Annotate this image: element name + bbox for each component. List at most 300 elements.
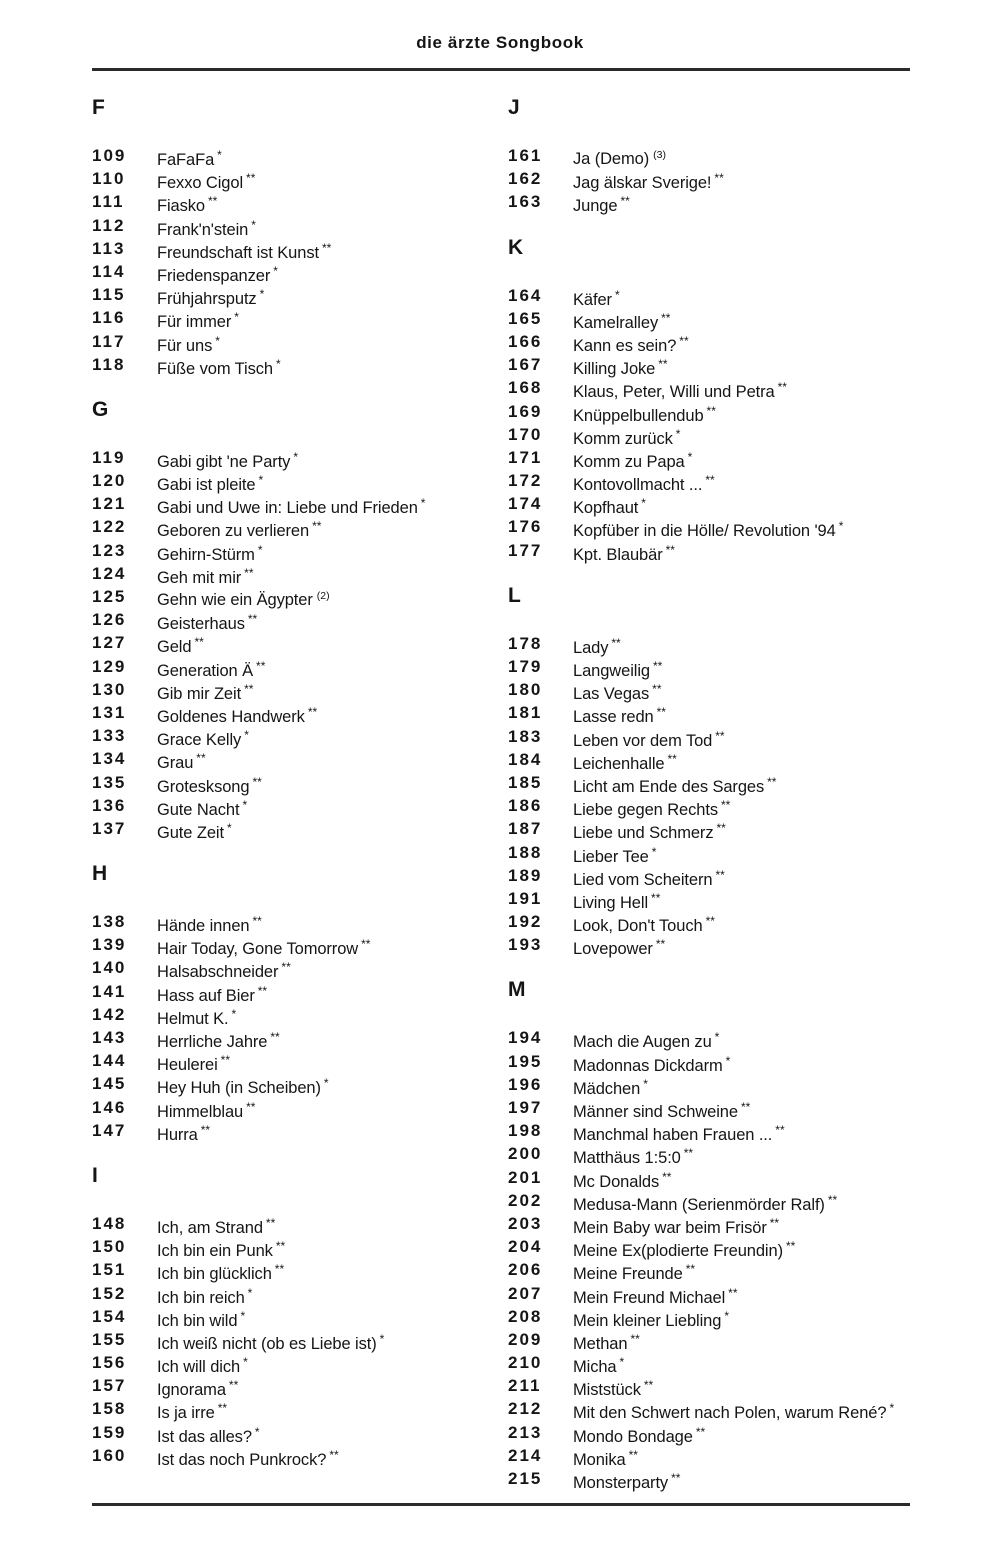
song-row bbox=[92, 655, 507, 678]
song-row bbox=[508, 1374, 923, 1400]
letter-section-h bbox=[92, 862, 507, 1142]
song-number: 160 bbox=[92, 1445, 127, 1465]
asterisk-mark: * bbox=[838, 519, 844, 534]
asterisk-mark: * bbox=[234, 310, 239, 325]
song-number: 110 bbox=[92, 169, 126, 189]
song-number: 166 bbox=[508, 331, 543, 351]
song-number: 135 bbox=[92, 772, 127, 792]
song-title: Miststück ** bbox=[573, 1378, 654, 1400]
song-number: 136 bbox=[92, 795, 127, 815]
song-title: Ich bin ein Punk ** bbox=[157, 1239, 286, 1261]
asterisk-mark: * bbox=[240, 1308, 246, 1323]
song-title: Kamelralley ** bbox=[573, 310, 671, 332]
song-number: 186 bbox=[508, 796, 543, 816]
song-row bbox=[508, 1467, 923, 1490]
asterisk-mark: ** bbox=[740, 1100, 751, 1114]
song-title: FaFaFa * bbox=[157, 148, 222, 169]
section-letter: H bbox=[92, 862, 108, 886]
asterisk-mark: ** bbox=[196, 751, 206, 766]
song-title: Manchmal haben Frauen ... ** bbox=[573, 1123, 785, 1145]
song-row bbox=[92, 1374, 507, 1400]
song-number: 214 bbox=[508, 1445, 543, 1465]
asterisk-mark: ** bbox=[671, 1471, 681, 1485]
song-number: 109 bbox=[92, 146, 127, 165]
asterisk-mark: * bbox=[242, 797, 248, 812]
letter-section-f bbox=[92, 96, 507, 376]
song-title: Helmut K. * bbox=[157, 1006, 237, 1028]
song-number: 113 bbox=[92, 238, 126, 258]
asterisk-mark: * bbox=[889, 1401, 895, 1416]
asterisk-mark: ** bbox=[611, 635, 621, 650]
top-rule bbox=[92, 68, 910, 71]
song-number: 147 bbox=[92, 1120, 127, 1140]
song-title: Leichenhalle ** bbox=[573, 751, 677, 773]
song-number: 120 bbox=[92, 471, 127, 491]
song-title: Lovepower ** bbox=[573, 937, 666, 959]
song-title: Grotesksong ** bbox=[157, 774, 262, 796]
song-title: Lady ** bbox=[573, 635, 621, 657]
song-number: 211 bbox=[508, 1376, 542, 1396]
song-row bbox=[92, 1235, 507, 1261]
song-title: Ist das noch Punkrock? ** bbox=[157, 1447, 339, 1469]
song-row bbox=[508, 446, 923, 469]
asterisk-mark: ** bbox=[716, 821, 726, 836]
page-title: die ärzte Songbook bbox=[416, 33, 584, 52]
asterisk-mark: ** bbox=[652, 659, 663, 673]
song-row bbox=[508, 400, 923, 423]
song-number: 169 bbox=[508, 401, 543, 421]
song-title: Ich bin glücklich ** bbox=[157, 1262, 285, 1284]
song-row bbox=[508, 1119, 923, 1145]
song-row bbox=[92, 353, 507, 376]
song-number: 176 bbox=[508, 517, 543, 537]
song-row bbox=[92, 933, 507, 959]
song-row bbox=[508, 469, 923, 495]
song-row bbox=[92, 631, 507, 657]
asterisk-mark: ** bbox=[194, 635, 204, 650]
asterisk-mark: ** bbox=[785, 1239, 796, 1254]
song-number: 157 bbox=[92, 1376, 127, 1396]
song-row bbox=[92, 1026, 507, 1049]
asterisk-mark: ** bbox=[281, 960, 291, 975]
song-title: Leben vor dem Tod ** bbox=[573, 728, 725, 750]
song-title: Medusa-Mann (Serienmörder Ralf) ** bbox=[573, 1192, 838, 1214]
song-title: Kopfüber in die Hölle/ Revolution '94 * bbox=[573, 519, 844, 541]
song-row bbox=[92, 1072, 507, 1098]
song-row bbox=[508, 1305, 923, 1328]
asterisk-mark: ** bbox=[827, 1192, 838, 1207]
song-row bbox=[508, 1073, 923, 1096]
song-number: 215 bbox=[508, 1469, 543, 1488]
asterisk-mark: * bbox=[643, 1076, 648, 1091]
song-row bbox=[508, 515, 923, 541]
song-number: 140 bbox=[92, 958, 127, 978]
song-title: Gabi ist pleite * bbox=[157, 473, 264, 495]
song-number: 146 bbox=[92, 1097, 127, 1117]
song-row bbox=[508, 701, 923, 727]
song-row bbox=[508, 539, 923, 562]
song-title: Gabi gibt 'ne Party * bbox=[157, 449, 298, 471]
song-number: 201 bbox=[508, 1167, 543, 1187]
asterisk-mark: ** bbox=[656, 705, 666, 720]
song-title: Für uns * bbox=[157, 333, 220, 355]
song-number: 171 bbox=[508, 447, 543, 467]
song-number: 189 bbox=[508, 865, 543, 885]
song-title: Grau ** bbox=[157, 751, 206, 773]
song-title: Is ja irre ** bbox=[157, 1401, 228, 1423]
song-title: Ich weiß nicht (ob es Liebe ist) * bbox=[157, 1331, 385, 1353]
asterisk-mark: ** bbox=[244, 681, 254, 696]
song-title: Ich, am Strand ** bbox=[157, 1215, 276, 1237]
song-number: 148 bbox=[92, 1213, 127, 1233]
song-row bbox=[508, 1026, 923, 1052]
letter-section-m bbox=[508, 978, 923, 1490]
song-title: Lieber Tee * bbox=[573, 844, 657, 866]
asterisk-mark: ** bbox=[220, 1053, 230, 1068]
song-number: 206 bbox=[508, 1260, 543, 1280]
song-number: 143 bbox=[92, 1028, 127, 1047]
song-number: 195 bbox=[508, 1051, 543, 1071]
song-row bbox=[508, 1096, 923, 1119]
song-title: Heulerei ** bbox=[157, 1053, 230, 1075]
song-title: Hey Huh (in Scheiben) * bbox=[157, 1076, 329, 1098]
song-row bbox=[92, 910, 507, 936]
song-title: Friedenspanzer * bbox=[157, 263, 278, 285]
asterisk-mark: ** bbox=[706, 403, 716, 418]
asterisk-mark: ** bbox=[246, 171, 256, 186]
asterisk-mark: ** bbox=[777, 380, 787, 395]
song-row bbox=[92, 1328, 507, 1351]
song-row bbox=[508, 1166, 923, 1189]
song-number: 155 bbox=[92, 1329, 127, 1349]
song-row bbox=[508, 1282, 923, 1305]
song-row bbox=[92, 1003, 507, 1026]
song-number: 197 bbox=[508, 1098, 543, 1117]
song-row bbox=[508, 771, 923, 794]
asterisk-mark: ** bbox=[705, 914, 715, 929]
song-row bbox=[92, 1049, 507, 1075]
letter-section-i bbox=[92, 1164, 507, 1467]
song-number: 163 bbox=[508, 192, 543, 212]
song-number: 131 bbox=[92, 702, 127, 722]
asterisk-mark: * bbox=[614, 287, 620, 302]
section-letter: J bbox=[508, 96, 521, 119]
song-row bbox=[92, 562, 507, 585]
song-number: 150 bbox=[92, 1237, 127, 1257]
song-title: Mc Donalds ** bbox=[573, 1169, 672, 1191]
song-number: 130 bbox=[92, 679, 127, 699]
song-row bbox=[92, 1305, 507, 1328]
song-number: 193 bbox=[508, 935, 543, 955]
song-number: 191 bbox=[508, 888, 543, 908]
song-row bbox=[92, 330, 507, 353]
song-number: 138 bbox=[92, 912, 127, 932]
song-row bbox=[508, 492, 923, 518]
asterisk-mark: ** bbox=[275, 1239, 286, 1254]
song-title: Kann es sein? ** bbox=[573, 333, 689, 355]
song-title: Männer sind Schweine ** bbox=[573, 1100, 751, 1121]
song-row bbox=[92, 771, 507, 794]
song-number: 192 bbox=[508, 912, 543, 932]
song-row bbox=[92, 678, 507, 701]
song-row bbox=[92, 237, 507, 260]
song-title: Mit den Schwert nach Polen, warum René? * bbox=[573, 1401, 895, 1423]
song-number: 126 bbox=[92, 610, 127, 630]
bottom-rule bbox=[92, 1503, 910, 1506]
song-row bbox=[508, 1328, 923, 1351]
song-row bbox=[508, 1050, 923, 1073]
song-title: Goldenes Handwerk ** bbox=[157, 704, 318, 726]
asterisk-mark: ** bbox=[652, 682, 662, 697]
asterisk-mark: * bbox=[651, 844, 657, 859]
song-row bbox=[508, 794, 923, 820]
song-number: 111 bbox=[92, 192, 125, 212]
song-title: Fiasko ** bbox=[157, 194, 218, 216]
song-title: Ignorama ** bbox=[157, 1378, 239, 1400]
song-number: 162 bbox=[508, 169, 543, 189]
asterisk-mark: * bbox=[724, 1308, 729, 1323]
song-title: Grace Kelly * bbox=[157, 728, 249, 750]
asterisk-mark: ** bbox=[685, 1262, 696, 1277]
song-title: Look, Don't Touch ** bbox=[573, 914, 715, 936]
asterisk-mark: * bbox=[215, 333, 220, 348]
song-number: 152 bbox=[92, 1283, 127, 1303]
song-number: 207 bbox=[508, 1283, 543, 1303]
song-number: 123 bbox=[92, 540, 127, 560]
song-row bbox=[92, 980, 507, 1003]
asterisk-mark: * bbox=[231, 1006, 237, 1021]
song-row bbox=[508, 655, 923, 678]
asterisk-mark: ** bbox=[661, 310, 671, 325]
asterisk-mark: * bbox=[687, 449, 693, 464]
song-title: Geisterhaus ** bbox=[157, 612, 258, 634]
asterisk-mark: ** bbox=[658, 357, 668, 372]
song-title: Ich will dich * bbox=[157, 1355, 248, 1377]
asterisk-mark: * bbox=[641, 496, 646, 511]
song-title: Mach die Augen zu * bbox=[573, 1030, 720, 1052]
asterisk-mark: ** bbox=[714, 171, 724, 186]
song-row bbox=[508, 748, 923, 771]
section-letter: G bbox=[92, 397, 109, 421]
song-row bbox=[92, 1258, 507, 1284]
song-row bbox=[92, 585, 507, 608]
song-number: 210 bbox=[508, 1353, 543, 1373]
song-title: Kopfhaut * bbox=[573, 496, 646, 518]
asterisk-mark: ** bbox=[715, 867, 725, 882]
song-row bbox=[92, 446, 507, 469]
asterisk-mark: ** bbox=[679, 333, 689, 348]
asterisk-mark: * bbox=[259, 287, 265, 302]
song-row bbox=[508, 1212, 923, 1235]
song-row bbox=[508, 817, 923, 843]
asterisk-mark: ** bbox=[695, 1424, 706, 1439]
song-row bbox=[508, 1189, 923, 1212]
song-row bbox=[508, 167, 923, 193]
song-number: 198 bbox=[508, 1121, 543, 1141]
asterisk-mark: * bbox=[293, 449, 298, 464]
song-number: 137 bbox=[92, 818, 127, 838]
asterisk-mark: ** bbox=[651, 890, 661, 905]
song-number: 165 bbox=[508, 308, 543, 328]
song-number: 181 bbox=[508, 703, 543, 723]
song-row bbox=[92, 794, 507, 817]
song-title: Für immer * bbox=[157, 310, 239, 332]
song-number: 144 bbox=[92, 1051, 127, 1071]
asterisk-mark: ** bbox=[775, 1123, 785, 1138]
section-letter: L bbox=[508, 583, 522, 607]
song-title: Mein kleiner Liebling * bbox=[573, 1308, 729, 1330]
asterisk-mark: * bbox=[714, 1030, 720, 1045]
asterisk-mark: * bbox=[257, 542, 263, 557]
asterisk-mark: * bbox=[217, 148, 222, 162]
song-row bbox=[92, 1397, 507, 1423]
asterisk-mark: ** bbox=[312, 519, 322, 534]
section-letter: F bbox=[92, 96, 106, 119]
song-number: 170 bbox=[508, 424, 543, 444]
song-title: Langweilig ** bbox=[573, 659, 663, 680]
song-title: Ja (Demo) $^{(3)}$ bbox=[573, 149, 666, 168]
song-row bbox=[508, 1397, 923, 1423]
song-row bbox=[92, 817, 507, 840]
song-number: 161 bbox=[508, 146, 543, 165]
song-row bbox=[508, 864, 923, 887]
song-title: Monika ** bbox=[573, 1447, 638, 1469]
song-number: 124 bbox=[92, 563, 127, 583]
section-letter: M bbox=[508, 978, 526, 1002]
section-letter: K bbox=[508, 235, 524, 259]
song-title: Klaus, Peter, Willi und Petra ** bbox=[573, 380, 787, 402]
song-row bbox=[508, 423, 923, 446]
song-title: Hair Today, Gone Tomorrow ** bbox=[157, 937, 371, 959]
song-row bbox=[508, 910, 923, 936]
song-number: 156 bbox=[92, 1353, 127, 1373]
song-row bbox=[92, 1282, 507, 1305]
song-number: 145 bbox=[92, 1074, 127, 1094]
song-title: Hände innen ** bbox=[157, 914, 262, 936]
song-title: Micha * bbox=[573, 1355, 625, 1377]
asterisk-mark: ** bbox=[329, 1447, 339, 1462]
song-number: 133 bbox=[92, 726, 127, 746]
song-title: Herrliche Jahre ** bbox=[157, 1030, 280, 1051]
song-row bbox=[92, 190, 507, 216]
index-column-right bbox=[508, 96, 923, 1490]
asterisk-mark: ** bbox=[720, 798, 731, 813]
song-number: 178 bbox=[508, 633, 543, 653]
song-row bbox=[508, 1444, 923, 1467]
song-number: 174 bbox=[508, 494, 543, 514]
version-note-mark: (2) bbox=[316, 590, 330, 602]
song-number: 188 bbox=[508, 842, 543, 862]
song-number: 187 bbox=[508, 819, 543, 839]
song-number: 117 bbox=[92, 331, 126, 351]
song-row bbox=[508, 376, 923, 402]
letter-section-g bbox=[92, 398, 507, 840]
song-row bbox=[92, 283, 507, 309]
song-title: Freundschaft ist Kunst ** bbox=[157, 240, 332, 262]
song-row bbox=[508, 933, 923, 959]
song-title: Killing Joke ** bbox=[573, 357, 668, 379]
song-title: Frühjahrsputz * bbox=[157, 287, 265, 309]
asterisk-mark: ** bbox=[265, 1215, 276, 1230]
song-number: 121 bbox=[92, 494, 127, 514]
song-row bbox=[508, 725, 923, 748]
song-number: 119 bbox=[92, 447, 126, 467]
song-number: 172 bbox=[508, 471, 543, 491]
song-title: Halsabschneider ** bbox=[157, 960, 291, 982]
song-row bbox=[508, 1421, 923, 1444]
song-number: 118 bbox=[92, 354, 126, 374]
asterisk-mark: ** bbox=[307, 704, 318, 719]
song-title: Generation Ä ** bbox=[157, 658, 266, 680]
asterisk-mark: * bbox=[244, 728, 249, 743]
asterisk-mark: * bbox=[258, 473, 264, 488]
song-row bbox=[92, 144, 507, 167]
song-row bbox=[508, 841, 923, 864]
song-title: Meine Ex(plodierte Freundin) ** bbox=[573, 1239, 796, 1261]
asterisk-mark: * bbox=[420, 496, 426, 511]
song-row bbox=[508, 144, 923, 167]
song-number: 213 bbox=[508, 1422, 543, 1442]
asterisk-mark: ** bbox=[208, 194, 218, 209]
asterisk-mark: ** bbox=[217, 1401, 228, 1416]
song-title: Las Vegas ** bbox=[573, 682, 662, 704]
letter-section-k bbox=[508, 236, 923, 562]
song-number: 183 bbox=[508, 726, 543, 746]
song-number: 141 bbox=[92, 981, 127, 1001]
song-number: 204 bbox=[508, 1237, 543, 1257]
version-note-mark: (3) bbox=[653, 149, 666, 161]
song-title: Knüppelbullendub ** bbox=[573, 403, 716, 425]
song-number: 125 bbox=[92, 587, 127, 606]
asterisk-mark: * bbox=[273, 263, 278, 278]
song-title: Lied vom Scheitern ** bbox=[573, 867, 725, 889]
asterisk-mark: ** bbox=[628, 1447, 638, 1462]
song-row bbox=[92, 1351, 507, 1377]
asterisk-mark: ** bbox=[257, 983, 268, 998]
song-number: 116 bbox=[92, 308, 126, 328]
song-number: 114 bbox=[92, 261, 126, 281]
song-number: 200 bbox=[508, 1144, 543, 1164]
song-row bbox=[92, 701, 507, 724]
asterisk-mark: ** bbox=[655, 937, 666, 952]
song-title: Ich bin wild * bbox=[157, 1308, 246, 1330]
song-title: Liebe gegen Rechts ** bbox=[573, 798, 731, 820]
asterisk-mark: * bbox=[275, 356, 281, 371]
song-title: Mein Baby war beim Frisör ** bbox=[573, 1215, 780, 1237]
song-row bbox=[508, 887, 923, 910]
asterisk-mark: ** bbox=[246, 1099, 256, 1114]
asterisk-mark: * bbox=[243, 1355, 248, 1370]
song-row bbox=[92, 515, 507, 541]
song-title: Ist das alles? * bbox=[157, 1424, 260, 1446]
song-title: Living Hell ** bbox=[573, 890, 661, 912]
song-number: 122 bbox=[92, 517, 127, 537]
asterisk-mark: * bbox=[323, 1076, 329, 1091]
song-number: 179 bbox=[508, 657, 543, 676]
asterisk-mark: * bbox=[619, 1355, 625, 1370]
song-number: 203 bbox=[508, 1213, 543, 1233]
song-title: Himmelblau ** bbox=[157, 1099, 256, 1121]
song-title: Meine Freunde ** bbox=[573, 1262, 696, 1284]
song-number: 177 bbox=[508, 540, 543, 560]
song-row bbox=[508, 678, 923, 704]
song-title: Junge ** bbox=[573, 194, 630, 216]
song-title: Komm zu Papa * bbox=[573, 449, 693, 471]
song-number: 185 bbox=[508, 772, 543, 792]
song-number: 154 bbox=[92, 1306, 127, 1326]
song-number: 142 bbox=[92, 1004, 127, 1024]
asterisk-mark: ** bbox=[662, 1169, 672, 1184]
